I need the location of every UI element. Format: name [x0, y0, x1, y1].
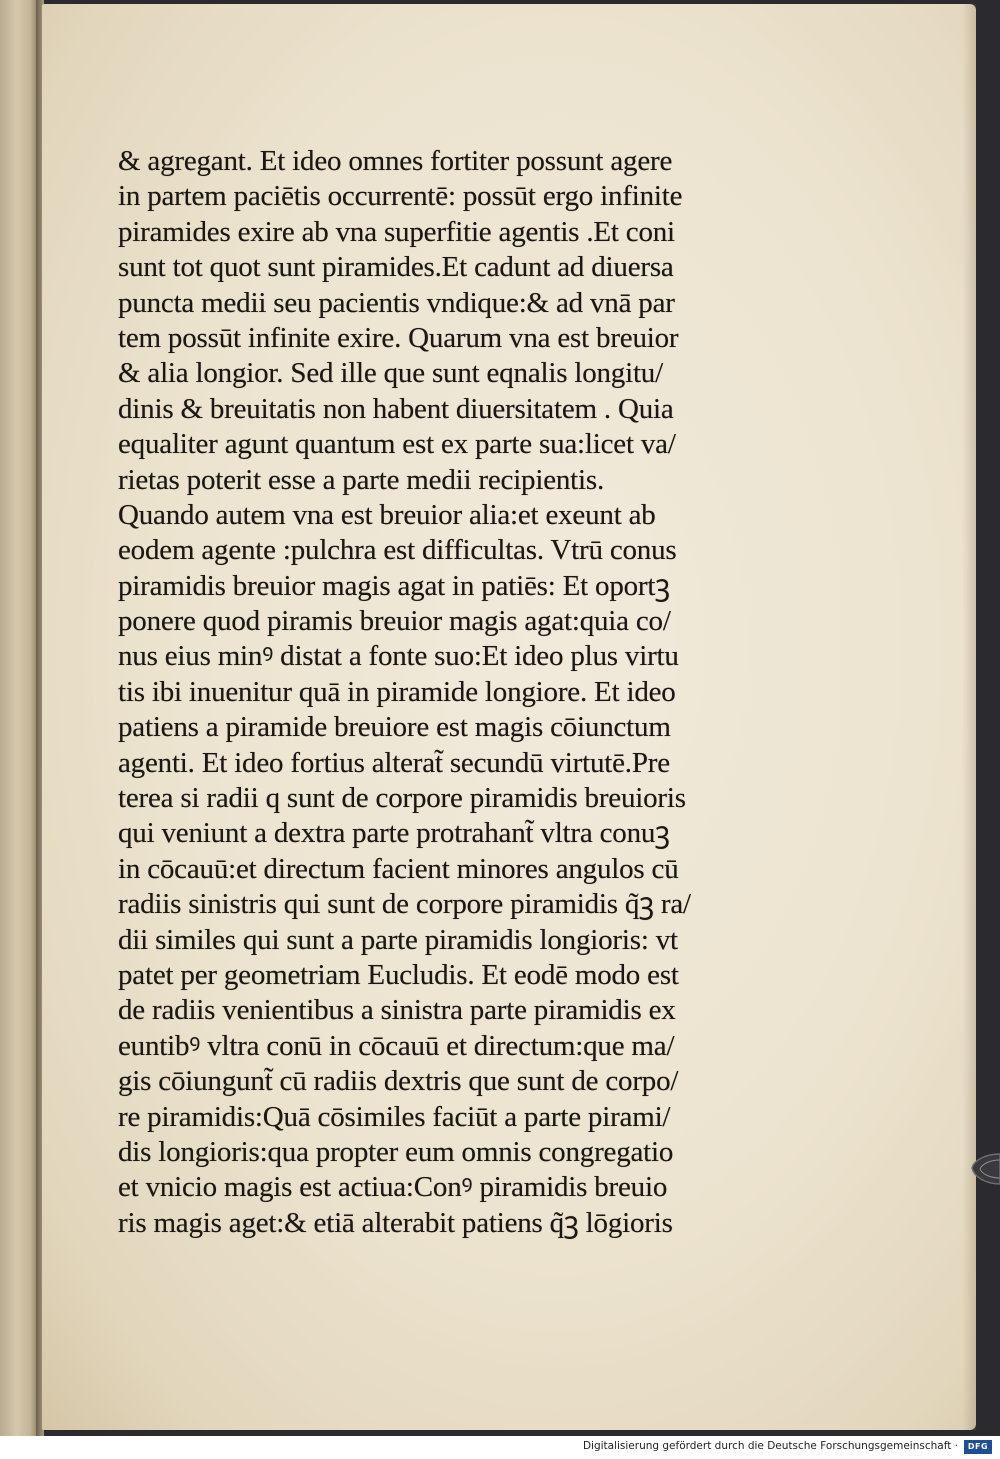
text-line: eodem agente :pulchra est difficultas. Vtrū conus: [118, 534, 677, 567]
text-line: agenti. Et ideo fortius alterat̃ secundū virtutē.Pre: [118, 746, 670, 779]
dfg-logo: DFG: [964, 1440, 992, 1454]
text-line: gis cōiungunt̃ cū radiis dextris que sunt de corpo/: [118, 1065, 679, 1098]
text-line: sunt tot quot sunt piramides.Et cadunt ad diuersa: [118, 251, 674, 284]
page-tab-marker-icon: [960, 1152, 1000, 1186]
text-line: dis longioris:qua propter eum omnis congregatio: [118, 1135, 674, 1168]
text-line: et vnicio magis est actiua:Conꝰ piramidis breuio: [118, 1171, 668, 1204]
text-line: terea si radii q sunt de corpore piramidis breuioris: [118, 782, 686, 815]
text-line: ris magis aget:& etiā alterabit patiens q̃ꝫ lōgioris: [118, 1206, 673, 1239]
text-line: patet per geometriam Eucludis. Et eodē modo est: [118, 958, 679, 991]
text-line: in cōcauū:et directum facient minores angulos cū: [118, 852, 679, 885]
text-line: ponere quod piramis breuior magis agat:quia co/: [118, 605, 671, 638]
page-text: [118, 144, 848, 1241]
footer-bar: [0, 1436, 1000, 1459]
text-line: equaliter agunt quantum est ex parte sua:licet va/: [118, 428, 676, 461]
text-line: euntibꝰ vltra conū in cōcauū et directum:que ma/: [118, 1029, 675, 1062]
text-line: qui veniunt a dextra parte protrahant̃ vltra conuꝫ: [118, 817, 670, 850]
text-line: dinis & breuitatis non habent diuersitatem . Quia: [118, 392, 674, 425]
text-line: nus eius minꝰ distat a fonte suo:Et ideo plus virtu: [118, 640, 679, 673]
text-line: radiis sinistris qui sunt de corpore piramidis q̃ꝫ ra/: [118, 888, 691, 921]
book-page: [42, 4, 976, 1430]
text-line: tis ibi inuenitur quā in piramide longiore. Et ideo: [118, 675, 676, 708]
text-line: patiens a piramide breuiore est magis cōiunctum: [118, 711, 671, 744]
text-line: piramides exire ab vna superfitie agentis .Et coni: [118, 215, 675, 248]
text-line: de radiis venientibus a sinistra parte piramidis ex: [118, 994, 676, 1027]
text-line: puncta medii seu pacientis vndique:& ad vnā par: [118, 286, 675, 319]
text-line: in partem paciētis occurrentē: possūt ergo infinite: [118, 180, 683, 213]
text-line: Quando autem vna est breuior alia:et exeunt ab: [118, 498, 656, 531]
previous-page-edge: [0, 0, 38, 1436]
text-line: dii similes qui sunt a parte piramidis longioris: vt: [118, 923, 678, 956]
text-line: & agregant. Et ideo omnes fortiter possunt agere: [118, 145, 673, 177]
text-line: rietas poterit esse a parte medii recipientis.: [118, 463, 605, 496]
funding-credit: Digitalisierung gefördert durch die Deutsche Forschungsgemeinschaft ·: [582, 1440, 958, 1452]
text-line: & alia longior. Sed ille que sunt eqnalis longitu/: [118, 357, 663, 390]
text-line: piramidis breuior magis agat in patiēs: Et oportꝫ: [118, 569, 670, 602]
text-line: re piramidis:Quā cōsimiles faciūt a parte pirami/: [118, 1100, 671, 1133]
text-line: tem possūt infinite exire. Quarum vna est breuior: [118, 321, 679, 354]
